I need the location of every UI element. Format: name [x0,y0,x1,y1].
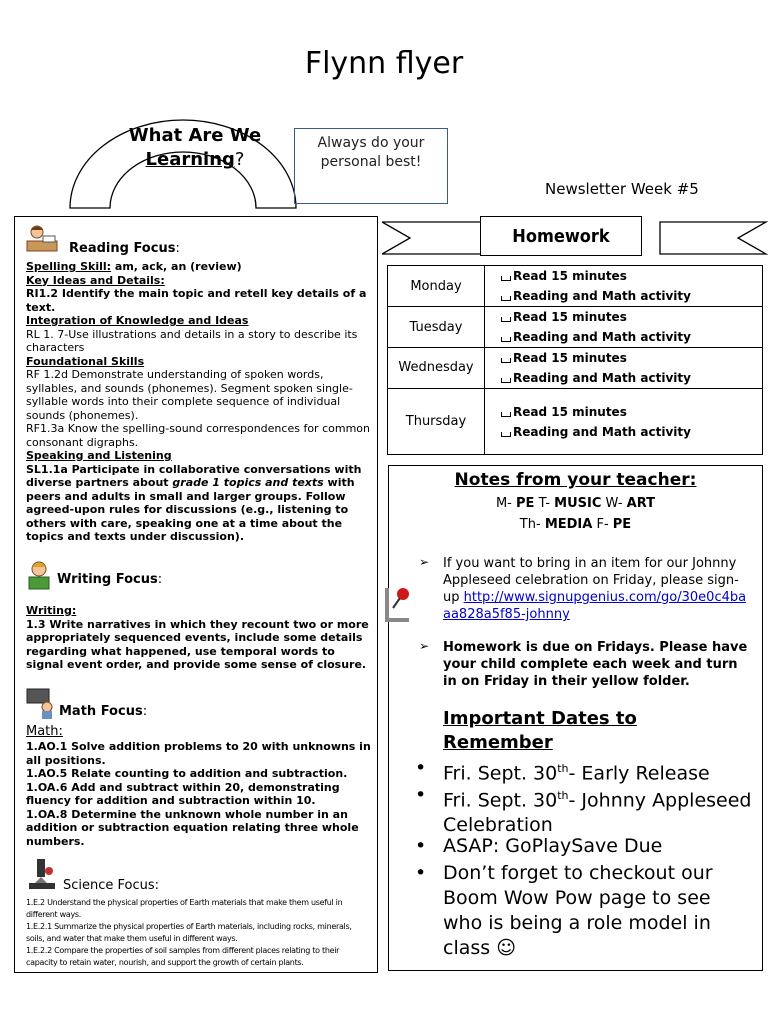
signup-link[interactable]: http://www.signupgenius.com/go/30e0c4baaa828a5f85-johnny [443,590,747,622]
homework-item: Read 15 minutes [485,266,762,286]
science-focus-heading: Science Focus: [63,878,160,893]
writing-focus-heading: Writing Focus: [57,572,163,587]
table-row [388,389,763,455]
list-item: Fri. Sept. 30th- Early Release [443,762,710,785]
notes-title: Notes from your teacher: [454,470,697,490]
newsletter-week: Newsletter Week #5 [545,180,699,198]
what-are-we-learning-heading: What Are We Learning? [128,125,262,170]
homework-table [387,265,763,455]
bullet-arrow-icon: ➢ [419,639,430,653]
specials-line-1: M- PE T- MUSIC W- ART [495,496,656,511]
homework-item: Reading and Math activity [485,327,762,347]
bullet-arrow-icon: ➢ [419,555,430,569]
homework-item: Read 15 minutes [485,307,762,327]
homework-item: Reading and Math activity [485,368,762,388]
teacher-notes-box [388,465,763,971]
table-row [388,348,763,389]
math-focus-content: Math: 1.AO.1 Solve addition problems to 20 with unknowns in all positions. 1.AO.5 Relate counting to addition and subtraction. 1.OA.6 Add and subtract within 20, demonstrating fluency for addition and subtraction within 10. 1.OA.8 Determine the unknown whole number in an addition or subtraction equation relating three whole numbers. [26,724,371,848]
list-item: ASAP: GoPlaySave Due [443,835,663,857]
signup-note: If you want to bring in an item for our Johnny Appleseed celebration on Friday, please sign-up http://www.signupgenius.com/go/30e0c4baaa828a5f85-johnny [443,556,747,622]
reading-icon [23,223,63,255]
list-item: Don’t forget to checkout our Boom Wow Pow page to see who is being a role model in class ☺ [443,862,713,959]
science-focus-content: 1.E.2 Understand the physical properties of Earth materials that make them useful in different ways. 1.E.2.1 Summarize the physical properties of Earth materials, including rocks, minerals, soils, and water that make them useful in different ways. 1.E.2.2 Compare the properties of soil samples from different places relating to their capacity to retain water, nourish, and support the growth of certain plants. [26,898,352,967]
homework-item: Reading and Math activity [485,286,762,306]
reading-focus-content: Spelling Skill: am, ack, an (review) Key Ideas and Details: RI1.2 Identify the main topic and retell key details of a text. Integration of Knowledge and Ideas RL 1. 7-Use illustrations and details in a story to describe its characters Foundational Skills RF 1.2d Demonstrate understanding of spoken words, syllables, and sounds (phonemes). Segment spoken single-syllable words into their complete sequence of individual sounds (phonemes). RF1.3a Know the spelling-sound correspondences for common consonant digraphs. Speaking and Listening SL1.1a Participate in collaborative conversations with diverse partners about grade 1 topics and texts with peers and adults in small and larger groups. Follow agreed-upon rules for discussions (e.g., listening to others with care, speaking one at a time about the topics and texts under discussion). [26,260,370,543]
reading-focus-heading: Reading Focus: [69,241,180,256]
motto-box: Always do your personal best! [294,128,448,204]
homework-title: Homework [480,216,642,256]
math-focus-heading: Math Focus: [59,704,148,719]
specials-line-2: Th- MEDIA F- PE [519,517,632,532]
list-bullet: • [415,784,427,806]
table-row [388,307,763,348]
curriculum-box [14,216,378,973]
science-icon [25,857,59,893]
writing-focus-content: Writing: 1.3 Write narratives in which they recount two or more appropriately sequenced events, include some details regarding what happened, use temporal words to signal event order, and provide some sense of closure. [26,604,369,671]
day-cell: Thursday [388,389,485,455]
day-cell: Tuesday [388,307,485,348]
homework-note: Homework is due on Fridays. Please have your child complete each week and turn in on Friday in their yellow folder. [443,640,748,689]
day-cell: Monday [388,266,485,307]
writing-icon [23,559,57,591]
homework-item: Read 15 minutes [485,402,762,422]
homework-item: Reading and Math activity [485,422,762,442]
math-icon [25,687,59,719]
list-bullet: • [415,757,427,779]
pushpin-icon [383,584,417,624]
important-dates-heading: Important Dates to Remember [443,708,637,753]
list-bullet: • [415,835,427,857]
table-row [388,266,763,307]
page-title: Flynn flyer [304,46,464,81]
list-bullet: • [415,862,427,884]
day-cell: Wednesday [388,348,485,389]
homework-item: Read 15 minutes [485,348,762,368]
list-item: Fri. Sept. 30th- Johnny Appleseed Celebration [443,789,752,837]
